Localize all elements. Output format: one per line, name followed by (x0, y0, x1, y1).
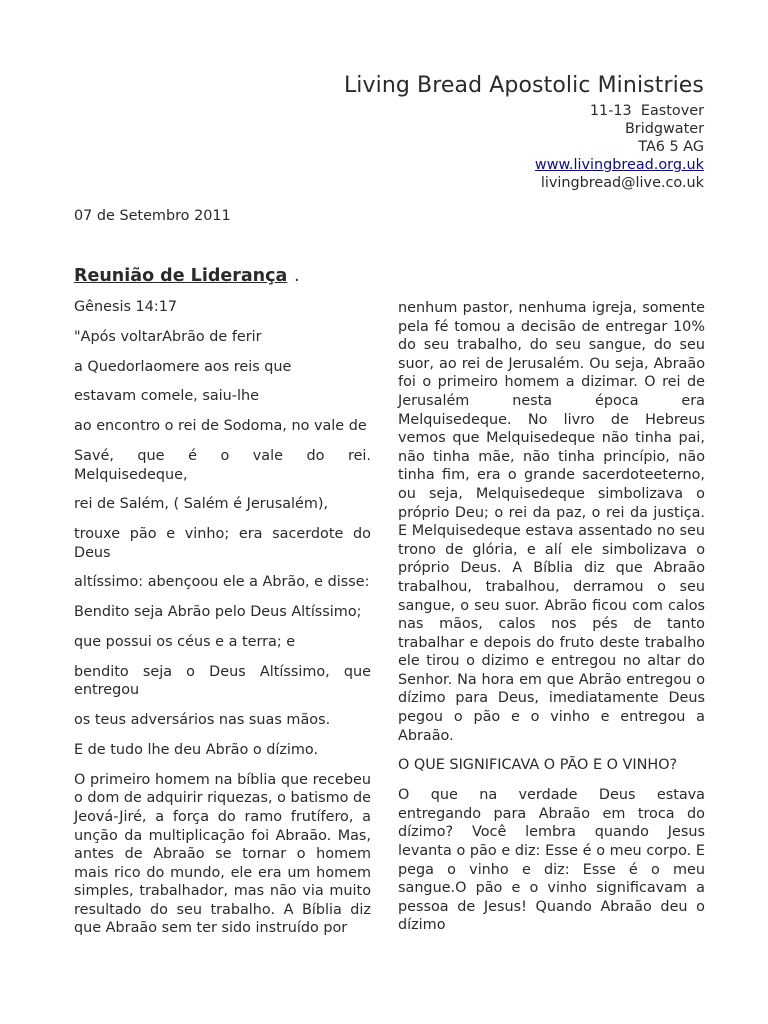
title-period: . (294, 266, 300, 286)
section-heading: O QUE SIGNIFICAVA O PÃO E O VINHO? (398, 757, 678, 774)
paragraph: Gênesis 14:17 (74, 299, 178, 315)
paragraph: altíssimo: abençoou ele a Abrão, e disse: (74, 574, 370, 591)
organization-name: Living Bread Apostolic Ministries (343, 73, 704, 98)
paragraph: Bendito seja Abrão pelo Deus Altíssimo; (74, 604, 362, 621)
paragraph: nenhum pastor, nenhuma igreja, somente pela fé tomou a decisão de entregar 10% do seu trabalho, do seu sangue, do seu suor, ao rei de Jerusalém. Ou seja, Abraão foi o primeiro homem a dizimar. O rei de Jerusalém nesta época era Melquisedeque. No livro de Hebreus vemos que Melquisedeque não tinha pai, não tinha mãe, não tinha princípio, não tinha fim, era o grande sacerdoteeterno, ou seja, Melquisedeque simbolizava o próprio Deu; o rei da paz, o rei da justiça. E Melquisedeque estava assentado no seu trono de glória, e alí ele simbolizava o próprio Deus. A Bíblia diz que Abraão trabalhou, trabalhou, derramou o seu sangue, o seu suor. Abrão ficou com calos nas mãos, calos nos pés de tanto trabalhar e depois do fruto deste trabalho ele tirou o dizimo e entregou no altar do Senhor. Na hora em que Abrão entregou o dízimo para Deus, imediatamente Deus pegou o pão e o vinho e entregou a Abraão. (398, 300, 705, 744)
paragraph: bendito seja o Deus Altíssimo, que entregou (74, 663, 371, 699)
left-column (74, 298, 371, 949)
paragraph: E de tudo lhe deu Abrão o dízimo. (74, 741, 319, 758)
document-date: 07 de Setembro 2011 (74, 208, 231, 224)
paragraph: a Quedorlaomere aos reis que (74, 358, 292, 375)
email-address: livingbread@live.co.uk (540, 175, 704, 191)
postcode: TA6 5 AG (638, 139, 704, 155)
paragraph: O que na verdade Deus estava entregando para Abraão em troca do dízimo? Você lembra quando Jesus levanta o pão e diz: Esse é o meu corpo. E pega o vinho e diz: Esse é o meu sangue.O pão e o vinho significavam a pessoa de Jesus! Quando Abraão deu o dízimo (398, 787, 705, 934)
paragraph: que possui os céus e a terra; e (74, 634, 296, 650)
paragraph: estavam comele, saiu-lhe (74, 388, 259, 405)
website-link[interactable]: www.livingbread.org.uk (534, 157, 704, 173)
paragraph: ao encontro o rei de Sodoma, no vale de (74, 418, 367, 435)
document-title: Reunião de Liderança (74, 266, 288, 286)
letterhead (344, 72, 704, 192)
paragraph: rei de Salém, ( Salém é Jerusalém), (74, 496, 329, 513)
paragraph: "Após voltarAbrão de ferir (74, 328, 262, 345)
paragraph: O primeiro homem na bíblia que recebeu o dom de adquirir riquezas, o batismo de Jeová-Jiré, a força do ramo frutífero, a unção da multiplicação foi Abraão. Mas, antes de Abraão se tornar o homem mais rico do mundo, ele era um homem simples, trabalhador, mas não via muito resultado do seu trabalho. A Bíblia diz que Abraão sem ter sido instruído por (74, 771, 371, 937)
paragraph: os teus adversários nas suas mãos. (74, 712, 331, 729)
paragraph: Savé, que é o vale do rei. Melquisedeque, (74, 447, 371, 483)
paragraph: trouxe pão e vinho; era sacerdote do Deus (74, 526, 371, 561)
address-line-2: Bridgwater (624, 121, 704, 137)
address-line-1: 11-13 Eastover (589, 103, 704, 119)
right-column (398, 299, 705, 946)
